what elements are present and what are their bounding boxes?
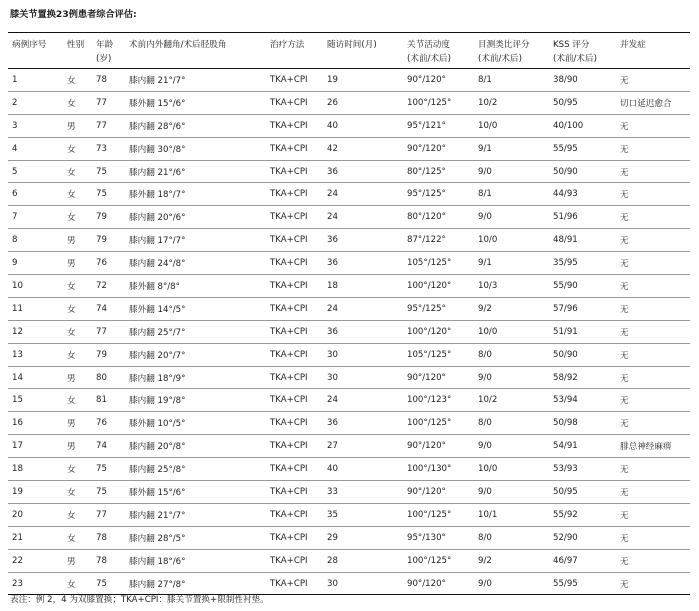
table-cell: 78 [92,549,125,572]
table-cell: 膝内翻 25°/8° [125,458,266,481]
table-cell: 9/0 [474,481,549,504]
table-cell: 79 [92,206,125,229]
table-cell: 36 [323,229,403,252]
table-cell: 女 [63,91,92,114]
table-cell: 51/96 [549,206,616,229]
table-cell: 55/95 [549,572,616,595]
table-cell: 腓总神经麻痹 [616,435,690,458]
table-cell: 女 [63,526,92,549]
table-cell: 40/100 [549,114,616,137]
table-cell: 53/94 [549,389,616,412]
column-header-sublabel: (岁) [96,54,112,64]
column-header-label: 病例序号 [12,40,47,50]
table-cell: 9/2 [474,549,549,572]
table-row [8,229,690,252]
table-cell: 22 [8,549,63,572]
column-header-label: 年龄 [96,40,114,50]
table-cell: 8/1 [474,183,549,206]
table-cell: 27 [323,435,403,458]
table-cell: 17 [8,435,63,458]
table-row [8,137,690,160]
table-cell: 19 [323,69,403,92]
column-header-label: 治疗方法 [270,40,305,50]
table-cell: 75 [92,481,125,504]
table-cell: 无 [616,229,690,252]
table-row [8,366,690,389]
table-cell: 53/93 [549,458,616,481]
table-cell: 105°/125° [403,252,474,275]
table-cell: 无 [616,526,690,549]
table-body [8,69,690,595]
table-cell: TKA+CPI [266,229,323,252]
table-cell: 50/90 [549,343,616,366]
table-row [8,206,690,229]
table-cell: 膝内翻 25°/7° [125,320,266,343]
table-cell: 9/1 [474,252,549,275]
table-cell: 100°/130° [403,458,474,481]
table-cell: 膝内翻 19°/8° [125,389,266,412]
table-cell: 28 [323,549,403,572]
table-cell: 无 [616,297,690,320]
table-cell: 女 [63,206,92,229]
table-cell: 50/95 [549,91,616,114]
table-cell: 90°/120° [403,435,474,458]
table-cell: 男 [63,549,92,572]
table-cell: 78 [92,69,125,92]
table-cell: 26 [323,91,403,114]
table-cell: 75 [92,572,125,595]
table-cell: 无 [616,114,690,137]
table-cell: 105°/125° [403,343,474,366]
table-cell: 膝内翻 21°/7° [125,503,266,526]
table-cell: 76 [92,412,125,435]
table-cell: 42 [323,137,403,160]
table-cell: 女 [63,343,92,366]
table-cell: 36 [323,412,403,435]
table-cell: 77 [92,320,125,343]
table-cell: 36 [323,320,403,343]
table-cell: 10/0 [474,320,549,343]
table-cell: 95°/130° [403,526,474,549]
table-cell: 8/0 [474,526,549,549]
table-cell: 膝内翻 21°/7° [125,69,266,92]
column-header-label: 随访时间(月) [327,40,377,50]
table-cell: 9/0 [474,206,549,229]
table-cell: 58/92 [549,366,616,389]
table-cell: 膝外翻 14°/5° [125,297,266,320]
table-cell: 9/0 [474,572,549,595]
table-cell: TKA+CPI [266,549,323,572]
patient-evaluation-table [8,32,690,595]
table-cell: 38/90 [549,69,616,92]
column-header [616,33,690,69]
column-header-sublabel: (术前/术后) [553,54,597,64]
table-cell: 女 [63,275,92,298]
table-cell: TKA+CPI [266,69,323,92]
table-caption: 膝关节置换23例患者综合评估: [10,9,137,20]
table-cell: 24 [323,206,403,229]
table-cell: 8/0 [474,412,549,435]
table-cell: 80°/125° [403,160,474,183]
table-header [8,33,690,69]
table-cell: 女 [63,458,92,481]
table-cell: 100°/125° [403,503,474,526]
table-row [8,389,690,412]
table-cell: 女 [63,160,92,183]
table-cell: 9/0 [474,160,549,183]
table-cell: 膝内翻 20°/7° [125,343,266,366]
table-cell: 8/0 [474,343,549,366]
table-cell: 无 [616,137,690,160]
table-cell: 50/95 [549,481,616,504]
table-cell: TKA+CPI [266,572,323,595]
table-cell: 女 [63,503,92,526]
table-cell: 78 [92,526,125,549]
table-cell: 女 [63,572,92,595]
table-row [8,481,690,504]
table-cell: 膝内翻 24°/8° [125,252,266,275]
table-cell: 55/95 [549,137,616,160]
column-header [549,33,616,69]
table-row [8,69,690,92]
table-cell: 9 [8,252,63,275]
table-cell: 无 [616,389,690,412]
table-cell: 55/92 [549,503,616,526]
table-row [8,549,690,572]
table-cell: 95°/125° [403,297,474,320]
column-header-sublabel: (术前/术后) [478,54,522,64]
table-cell: 男 [63,252,92,275]
table-cell: 100°/120° [403,320,474,343]
table-row [8,91,690,114]
table-cell: 77 [92,503,125,526]
table-cell: 无 [616,572,690,595]
table-cell: 54/91 [549,435,616,458]
table-cell: 膝内翻 20°/6° [125,206,266,229]
table-cell: 无 [616,275,690,298]
table-cell: 30 [323,366,403,389]
table-cell: 80°/120° [403,206,474,229]
table-cell: 90°/120° [403,572,474,595]
table-cell: 无 [616,183,690,206]
table-cell: 75 [92,183,125,206]
table-cell: 无 [616,366,690,389]
table-cell: 膝内翻 17°/7° [125,229,266,252]
table-cell: TKA+CPI [266,435,323,458]
table-cell: 10 [8,275,63,298]
table-cell: 女 [63,69,92,92]
header-row [8,33,690,69]
table-cell: 87°/122° [403,229,474,252]
column-header [323,33,403,69]
table-cell: 膝内翻 20°/8° [125,435,266,458]
table-cell: 33 [323,481,403,504]
table-cell: 男 [63,366,92,389]
column-header-label: 目测类比评分 [478,40,530,50]
table-cell: 膝内翻 18°/9° [125,366,266,389]
table-cell: TKA+CPI [266,183,323,206]
table-cell: 15 [8,389,63,412]
table-cell: 30 [323,343,403,366]
table-row [8,572,690,595]
table-cell: 12 [8,320,63,343]
table-cell: 24 [323,297,403,320]
table-cell: 无 [616,549,690,572]
column-header [403,33,474,69]
table-cell: 无 [616,503,690,526]
table-cell: 23 [8,572,63,595]
column-header [92,33,125,69]
table-footnote: 表注：例 2，4 为双膝置换；TKA+CPI：膝关节置换+限制性衬垫。 [10,595,269,605]
table-cell: 6 [8,183,63,206]
table-cell: 44/93 [549,183,616,206]
column-header [266,33,323,69]
table-cell: 男 [63,114,92,137]
table-cell: 95°/125° [403,183,474,206]
table-cell: 无 [616,343,690,366]
table-cell: 14 [8,366,63,389]
table-cell: 10/3 [474,275,549,298]
table-cell: 膝外翻 15°/6° [125,91,266,114]
table-cell: 90°/120° [403,137,474,160]
table-cell: 5 [8,160,63,183]
table-row [8,183,690,206]
table-cell: 8/1 [474,69,549,92]
table-cell: TKA+CPI [266,320,323,343]
table-cell: 女 [63,297,92,320]
table-cell: 36 [323,252,403,275]
column-header-label: 性别 [67,40,85,50]
table-cell: 90°/120° [403,69,474,92]
table-cell: 无 [616,206,690,229]
table-cell: 3 [8,114,63,137]
table-cell: 女 [63,137,92,160]
table-cell: 男 [63,229,92,252]
table-cell: 73 [92,137,125,160]
table-row [8,114,690,137]
table-cell: 男 [63,412,92,435]
table-cell: 膝内翻 28°/6° [125,114,266,137]
table-cell: 19 [8,481,63,504]
table-cell: 95°/121° [403,114,474,137]
table-cell: 11 [8,297,63,320]
table-cell: 无 [616,160,690,183]
table-cell: 无 [616,252,690,275]
column-header [63,33,92,69]
table-row [8,160,690,183]
table-cell: 18 [8,458,63,481]
table-cell: 100°/120° [403,275,474,298]
table-cell: TKA+CPI [266,343,323,366]
column-header-label: 术前内外翻角/术后胫股角 [129,40,227,50]
table-row [8,458,690,481]
table-cell: 无 [616,481,690,504]
table-cell: TKA+CPI [266,206,323,229]
table-cell: TKA+CPI [266,503,323,526]
table-row [8,320,690,343]
table-cell: 女 [63,481,92,504]
column-header [8,33,63,69]
table-cell: 10/2 [474,389,549,412]
table-cell: 9/2 [474,297,549,320]
table-cell: 9/0 [474,435,549,458]
table-cell: 16 [8,412,63,435]
table-cell: 24 [323,389,403,412]
table-cell: 40 [323,458,403,481]
table-cell: 21 [8,526,63,549]
column-header [125,33,266,69]
column-header-sublabel: (术前/术后) [407,54,451,64]
table-cell: 膝内翻 30°/8° [125,137,266,160]
table-cell: 10/0 [474,458,549,481]
table-cell: 46/97 [549,549,616,572]
table-cell: 51/91 [549,320,616,343]
table-cell: 7 [8,206,63,229]
table-cell: 30 [323,572,403,595]
table-cell: 9/0 [474,366,549,389]
table-cell: 膝内翻 18°/6° [125,549,266,572]
table-cell: 52/90 [549,526,616,549]
table-cell: 79 [92,343,125,366]
table-cell: TKA+CPI [266,275,323,298]
table-cell: TKA+CPI [266,458,323,481]
table-cell: 50/98 [549,412,616,435]
table-cell: 1 [8,69,63,92]
table-cell: 90°/120° [403,366,474,389]
table-cell: 55/90 [549,275,616,298]
table-cell: 20 [8,503,63,526]
table-cell: 75 [92,160,125,183]
table-cell: 无 [616,320,690,343]
table-cell: 35/95 [549,252,616,275]
table-row [8,275,690,298]
table-cell: 90°/120° [403,481,474,504]
table-cell: 10/0 [474,229,549,252]
table-cell: 10/1 [474,503,549,526]
table-cell: 4 [8,137,63,160]
table-cell: TKA+CPI [266,252,323,275]
table-cell: 女 [63,320,92,343]
table-cell: 切口延迟愈合 [616,91,690,114]
column-header-label: 关节活动度 [407,40,450,50]
table-cell: 74 [92,297,125,320]
table-cell: TKA+CPI [266,481,323,504]
table-cell: 9/1 [474,137,549,160]
table-cell: 13 [8,343,63,366]
table-cell: 膝内翻 28°/5° [125,526,266,549]
table-cell: 100°/125° [403,412,474,435]
table-cell: 膝内翻 27°/8° [125,572,266,595]
table-cell: TKA+CPI [266,366,323,389]
table-cell: 36 [323,160,403,183]
table-cell: 77 [92,114,125,137]
table-cell: 75 [92,458,125,481]
table-cell: 74 [92,435,125,458]
table-cell: 100°/123° [403,389,474,412]
table-cell: 2 [8,91,63,114]
table-cell: TKA+CPI [266,412,323,435]
table-cell: 膝外翻 18°/7° [125,183,266,206]
table-cell: 无 [616,458,690,481]
table-cell: 80 [92,366,125,389]
table-row [8,412,690,435]
table-cell: TKA+CPI [266,91,323,114]
table-cell: TKA+CPI [266,137,323,160]
table-cell: 81 [92,389,125,412]
table-cell: 72 [92,275,125,298]
table-cell: 膝外翻 10°/5° [125,412,266,435]
table-row [8,435,690,458]
table-cell: 10/2 [474,91,549,114]
table-row [8,297,690,320]
table-cell: TKA+CPI [266,526,323,549]
table-cell: 8 [8,229,63,252]
table-cell: 57/96 [549,297,616,320]
table-cell: TKA+CPI [266,389,323,412]
table-cell: 无 [616,412,690,435]
column-header-label: 并发症 [620,40,646,50]
table-cell: 35 [323,503,403,526]
table-cell: 膝外翻 8°/8° [125,275,266,298]
table-cell: 膝外翻 15°/6° [125,481,266,504]
table-cell: TKA+CPI [266,297,323,320]
table-cell: 76 [92,252,125,275]
column-header-label: KSS 评分 [553,40,590,50]
table-cell: 18 [323,275,403,298]
table-cell: 无 [616,69,690,92]
table-cell: 79 [92,229,125,252]
table-cell: 48/91 [549,229,616,252]
table-cell: 膝内翻 21°/6° [125,160,266,183]
table-cell: 40 [323,114,403,137]
table-cell: 24 [323,183,403,206]
table-cell: TKA+CPI [266,160,323,183]
table-row [8,343,690,366]
column-header [474,33,549,69]
table-cell: 女 [63,183,92,206]
table-cell: 10/0 [474,114,549,137]
table-cell: TKA+CPI [266,114,323,137]
table-cell: 50/90 [549,160,616,183]
table-row [8,503,690,526]
table-cell: 男 [63,435,92,458]
table-cell: 77 [92,91,125,114]
table-row [8,526,690,549]
table-cell: 100°/125° [403,91,474,114]
table-cell: 29 [323,526,403,549]
table-cell: 100°/125° [403,549,474,572]
table-row [8,252,690,275]
table-cell: 女 [63,389,92,412]
